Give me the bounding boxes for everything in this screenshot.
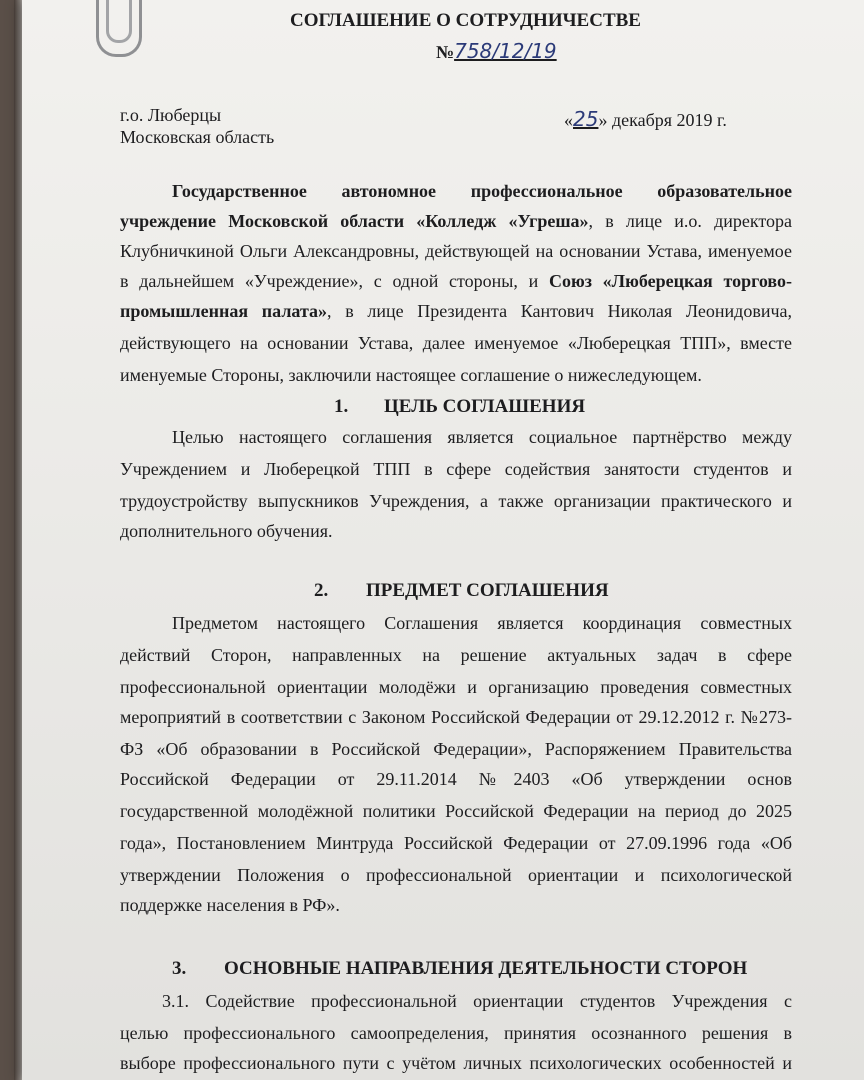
paper-clip-inner [106, 0, 132, 43]
section-2-line-1: Предметом настоящего Соглашения является координация совместных [172, 613, 792, 633]
preamble-line-2: учреждение Московской области «Колледж «Угреша», в лице и.о. директора [120, 211, 792, 231]
section-1-line-1: Целью настоящего соглашения является социальное партнёрство между [172, 427, 792, 447]
section-3-title: ОСНОВНЫЕ НАПРАВЛЕНИЯ ДЕЯТЕЛЬНОСТИ СТОРОН [224, 958, 748, 979]
date-day-handwritten: 25 [573, 107, 599, 131]
section-2-line-6: Российской Федерации от 29.11.2014 №2403 «Об утверждении основ [120, 769, 792, 789]
preamble-line-7: именуемые Стороны, заключили настоящее соглашение о нижеследующем. [120, 365, 702, 385]
section-2-line-3: профессиональной ориентации молодёжи и организацию проведения совместных [120, 677, 792, 697]
preamble-line-6: действующего на основании Устава, далее именуемое «Люберецкая ТПП», вместе [120, 333, 792, 353]
section-2-title: ПРЕДМЕТ СОГЛАШЕНИЯ [366, 580, 609, 601]
number-handwritten: 758/12/19 [454, 39, 557, 63]
document-date [564, 108, 727, 131]
preamble-line-5: промышленная палата», в лице Президента Кантович Николая Леонидовича, [120, 301, 792, 321]
date-open-quote: « [564, 110, 573, 130]
section-2-line-7: государственной молодёжной политики Российской Федерации на период до 2025 [120, 801, 792, 821]
section-1-line-2: Учреждением и Люберецкой ТПП в сфере содействия занятости студентов и [120, 459, 792, 479]
date-rest: декабря 2019 г. [611, 110, 727, 130]
preamble-line-3: Клубничкиной Ольги Александровны, действующей на основании Устава, именуемое [120, 241, 792, 261]
date-close-quote: » [598, 110, 608, 130]
section-2-line-8: года», Постановлением Минтруда Российской Федерации от 27.09.1996 года «Об [120, 833, 792, 853]
section-2-line-4: мероприятий в соответствии с Законом Российской Федерации от 29.12.2012 г. №273- [120, 707, 792, 727]
section-3-number: 3. [172, 958, 187, 979]
section-3-line-2: целью профессионального самоопределения, принятия осознанного решения в [120, 1023, 792, 1043]
section-3-line-3: выборе профессионального пути с учётом личных психологических особенностей и [120, 1053, 792, 1073]
section-3-line-1: 3.1. Содействие профессиональной ориентации студентов Учреждения с [162, 991, 792, 1011]
city: г.о. Люберцы [120, 105, 222, 125]
section-1-number: 1. [334, 396, 349, 417]
region: Московская область [120, 127, 275, 147]
preamble-line-1: Государственное автономное профессиональное образовательное [172, 181, 792, 201]
section-1-line-3: трудоустройству выпускников Учреждения, а также организации практического и [120, 491, 792, 511]
section-1-title: ЦЕЛЬ СОГЛАШЕНИЯ [384, 396, 586, 417]
section-2-line-9: утверждении Положения о профессиональной ориентации и психологической [120, 865, 792, 885]
number-prefix: № [436, 42, 455, 62]
document-title: СОГЛАШЕНИЕ О СОТРУДНИЧЕСТВЕ [290, 10, 641, 31]
section-2-line-2: действий Сторон, направленных на решение актуальных задач в сфере [120, 645, 792, 665]
preamble-line-4: в дальнейшем «Учреждение», с одной стороны, и Союз «Люберецкая торгово- [120, 271, 792, 291]
section-2-number: 2. [314, 580, 329, 601]
section-2-line-10: поддержке населения в РФ». [120, 895, 340, 915]
document-number [436, 40, 557, 63]
section-1-line-4: дополнительного обучения. [120, 521, 333, 541]
section-2-line-5: ФЗ «Об образовании в Российской Федерации», Распоряжением Правительства [120, 739, 792, 759]
